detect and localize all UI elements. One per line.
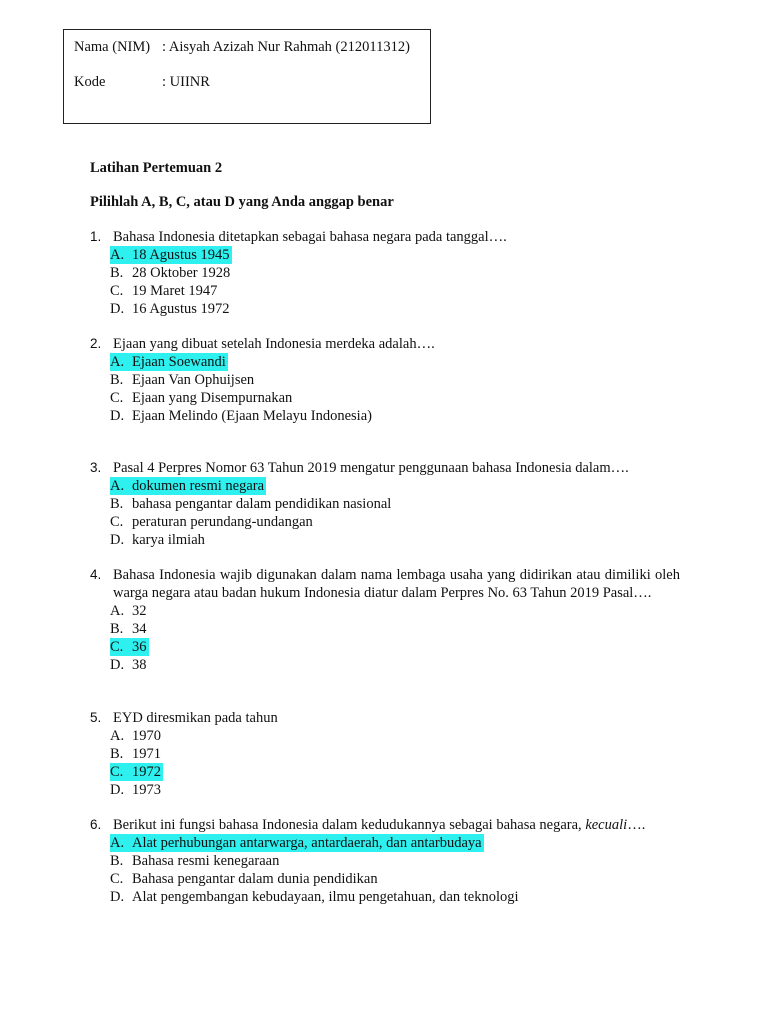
question-text (113, 228, 680, 246)
option-a (90, 246, 680, 264)
option-letter: A. (110, 478, 125, 494)
identity-box (63, 29, 431, 124)
code-label: Kode (74, 74, 106, 90)
option-b (90, 745, 680, 763)
question-number: 6. (90, 817, 102, 832)
option-text: 16 Agustus 1972 (132, 301, 230, 317)
option-text: 32 (132, 603, 147, 619)
option-letter: C. (110, 639, 124, 655)
question-3 (90, 459, 680, 549)
option-letter: C. (110, 390, 124, 406)
option-a (90, 353, 680, 371)
option-content (110, 727, 163, 745)
question-text-main: EYD diresmikan pada tahun (113, 710, 278, 726)
question-2 (90, 335, 680, 425)
highlighted-answer (110, 638, 149, 656)
highlighted-answer (110, 246, 232, 264)
option-letter: D. (110, 889, 125, 905)
option-text: Bahasa resmi kenegaraan (132, 853, 280, 869)
option-d (90, 656, 680, 674)
option-text: Alat perhubungan antarwarga, antardaerah, dan antarbudaya (132, 835, 482, 851)
option-content (110, 745, 163, 763)
option-text: 1970 (132, 728, 161, 744)
option-content (110, 407, 374, 425)
question-row (90, 228, 680, 246)
option-content (110, 620, 149, 638)
question-text-main: Pasal 4 Perpres Nomor 63 Tahun 2019 mengatur penggunaan bahasa Indonesia dalam…. (113, 460, 629, 476)
question-text-main: Berikut ini fungsi bahasa Indonesia dalam kedudukannya sebagai bahasa negara, (113, 817, 582, 833)
instruction: Pilihlah A, B, C, atau D yang Anda anggap benar (90, 194, 394, 210)
question-6 (90, 816, 680, 906)
option-text: 38 (132, 657, 147, 673)
option-text: 28 Oktober 1928 (132, 265, 231, 281)
question-text-emphasis: kecuali (585, 817, 628, 833)
page-title: Latihan Pertemuan 2 (90, 160, 223, 176)
question-text-main: Bahasa Indonesia ditetapkan sebagai bahasa negara pada tanggal…. (113, 229, 507, 245)
option-text: 1973 (132, 782, 161, 798)
option-letter: D. (110, 301, 125, 317)
option-b (90, 264, 680, 282)
option-letter: C. (110, 514, 124, 530)
option-content (110, 495, 393, 513)
option-d (90, 531, 680, 549)
code-value: : UIINR (162, 74, 210, 90)
option-letter: D. (110, 408, 125, 424)
option-text: 19 Maret 1947 (132, 283, 218, 299)
highlighted-answer (110, 763, 163, 781)
question-text-main: Bahasa Indonesia wajib digunakan dalam nama lembaga usaha yang didirikan atau dimiliki oleh warga negara atau badan hukum Indonesia diatur dalam Perpres No. 63 Tahun 2019 Pasal…. (113, 567, 680, 601)
option-letter: B. (110, 496, 124, 512)
option-d (90, 300, 680, 318)
question-text (113, 566, 680, 602)
option-content (110, 389, 294, 407)
option-c (90, 389, 680, 407)
question-text (113, 459, 680, 477)
option-content (110, 870, 380, 888)
option-c (90, 282, 680, 300)
option-b (90, 852, 680, 870)
option-letter: C. (110, 871, 124, 887)
option-letter: D. (110, 782, 125, 798)
option-letter: C. (110, 283, 124, 299)
option-content (110, 371, 256, 389)
option-text: 34 (132, 621, 147, 637)
name-value: : Aisyah Azizah Nur Rahmah (212011312) (162, 39, 410, 55)
option-text: 1971 (132, 746, 161, 762)
question-text-main: Ejaan yang dibuat setelah Indonesia merdeka adalah…. (113, 336, 435, 352)
question-1 (90, 228, 680, 318)
option-letter: A. (110, 354, 125, 370)
option-letter: D. (110, 657, 125, 673)
option-c (90, 513, 680, 531)
option-text: Ejaan Soewandi (132, 354, 226, 370)
option-content (110, 852, 281, 870)
option-content (110, 513, 315, 531)
option-text: peraturan perundang-undangan (132, 514, 313, 530)
option-letter: B. (110, 372, 124, 388)
option-text: bahasa pengantar dalam pendidikan nasional (132, 496, 392, 512)
option-content (110, 656, 149, 674)
option-d (90, 888, 680, 906)
question-row (90, 709, 680, 727)
option-c (90, 870, 680, 888)
option-letter: A. (110, 247, 125, 263)
option-b (90, 620, 680, 638)
question-number: 2. (90, 336, 102, 351)
option-text: 18 Agustus 1945 (132, 247, 230, 263)
option-content (110, 264, 232, 282)
option-d (90, 407, 680, 425)
option-letter: B. (110, 265, 124, 281)
option-c (90, 763, 680, 781)
option-letter: C. (110, 764, 124, 780)
option-letter: D. (110, 532, 125, 548)
option-letter: B. (110, 621, 124, 637)
name-label: Nama (NIM) (74, 39, 151, 55)
option-letter: A. (110, 728, 125, 744)
option-text: 36 (132, 639, 147, 655)
question-row (90, 566, 680, 602)
highlighted-answer (110, 353, 228, 371)
option-content (110, 602, 149, 620)
option-content (110, 888, 521, 906)
question-text-suffix: …. (627, 817, 646, 833)
option-letter: B. (110, 746, 124, 762)
option-b (90, 371, 680, 389)
highlighted-answer (110, 834, 484, 852)
option-a (90, 477, 680, 495)
option-content (110, 282, 219, 300)
option-c (90, 638, 680, 656)
question-text (113, 335, 680, 353)
option-a (90, 602, 680, 620)
question-number: 4. (90, 567, 102, 582)
option-a (90, 834, 680, 852)
question-row (90, 459, 680, 477)
question-text (113, 709, 680, 727)
option-text: dokumen resmi negara (132, 478, 265, 494)
question-4 (90, 566, 680, 674)
option-content (110, 531, 207, 549)
option-content (110, 781, 163, 799)
option-d (90, 781, 680, 799)
question-5 (90, 709, 680, 799)
question-number: 5. (90, 710, 102, 725)
option-text: karya ilmiah (132, 532, 205, 548)
question-number: 3. (90, 460, 102, 475)
option-text: Bahasa pengantar dalam dunia pendidikan (132, 871, 378, 887)
option-text: Ejaan yang Disempurnakan (132, 390, 293, 406)
option-letter: A. (110, 835, 125, 851)
question-row (90, 816, 680, 834)
option-letter: B. (110, 853, 124, 869)
highlighted-answer (110, 477, 266, 495)
option-b (90, 495, 680, 513)
option-text: Alat pengembangan kebudayaan, ilmu pengetahuan, dan teknologi (132, 889, 519, 905)
option-text: Ejaan Van Ophuijsen (132, 372, 255, 388)
option-text: 1972 (132, 764, 161, 780)
question-text (113, 816, 680, 834)
option-a (90, 727, 680, 745)
option-letter: A. (110, 603, 125, 619)
question-number: 1. (90, 229, 102, 244)
option-text: Ejaan Melindo (Ejaan Melayu Indonesia) (132, 408, 372, 424)
question-row (90, 335, 680, 353)
option-content (110, 300, 232, 318)
